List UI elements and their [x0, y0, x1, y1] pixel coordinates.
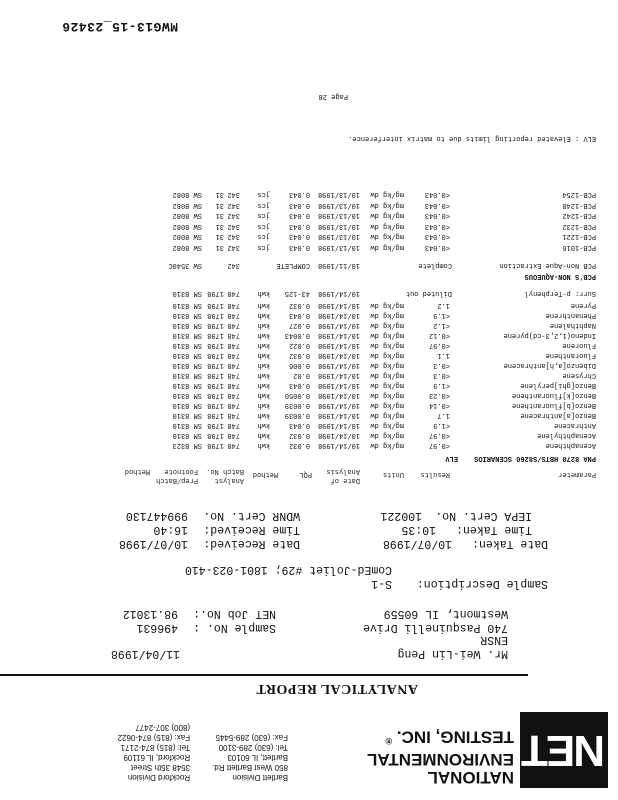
cell-pql: 0.032 — [288, 351, 310, 359]
cell-units: mg/kg dw — [370, 381, 404, 389]
cell-param: Pyrene — [570, 301, 596, 309]
cell-res: 1.2 — [437, 301, 450, 309]
cell-date: 10/14/1998 — [317, 411, 360, 419]
cell-flag: SM 8310 — [172, 391, 202, 399]
cell-res: <0.043 — [424, 243, 450, 251]
company-line-1: NATIONAL — [427, 768, 514, 787]
sample-desc-1: S-1 — [371, 577, 392, 590]
cell-an: 748 — [227, 421, 240, 429]
cell-flag: SW 8082 — [172, 222, 202, 230]
cell-date: 10/13/1998 — [317, 211, 360, 220]
col-method-2: Method — [124, 467, 150, 475]
cell-batch: 31 — [215, 232, 224, 241]
title-rule — [0, 674, 528, 676]
cell-units: mg/kg dw — [370, 421, 404, 429]
cell-res: 1.1 — [437, 351, 450, 359]
cell-meth: kwh — [257, 441, 270, 449]
cell-batch: 1798 — [207, 441, 224, 449]
table-row — [18, 340, 618, 350]
cell-meth: kwh — [257, 351, 270, 359]
cell-units: mg/kg dw — [370, 361, 404, 369]
table-row — [18, 360, 618, 370]
sample-desc-label: Sample Description: — [416, 577, 548, 590]
cell-pql: 0.043 — [288, 232, 310, 241]
section-pna: PNA 8270 HBTS/S8260 SCENARIOS — [474, 454, 596, 462]
cell-flag: SM 8310 — [172, 301, 202, 309]
cell-batch: 31 — [215, 201, 224, 209]
cell-an: 748 — [227, 341, 240, 349]
cell-param: PCB-1248 — [562, 201, 596, 209]
cell-batch: 1798 — [207, 351, 224, 359]
cell-res: <0.3 — [433, 371, 450, 379]
table-row — [18, 211, 618, 221]
cell-pql: 0.027 — [288, 321, 310, 329]
cell-date: 10/14/1998 — [317, 341, 360, 349]
iepa-label: IEPA Cert. No. — [435, 509, 532, 522]
cell-date: 10/13/1998 — [317, 243, 360, 251]
document-id: MWG13-15_23426 — [61, 19, 178, 34]
cell-batch: 1798 — [207, 311, 224, 319]
cell-units: mg/kg dw — [370, 411, 404, 419]
cell-meth: kwh — [257, 361, 270, 369]
cell-an: 748 — [227, 441, 240, 449]
cell-units: mg/kg dw — [370, 351, 404, 359]
cell-an: 342 — [227, 201, 240, 209]
table-row — [18, 330, 618, 340]
cell-pql: 0.043 — [288, 201, 310, 209]
surr-pql: 43-125 — [284, 289, 310, 297]
cell-units: mg/kg dw — [370, 401, 404, 409]
cell-res: <0.23 — [428, 391, 450, 399]
cell-res: <0.97 — [428, 431, 450, 439]
cell-meth: kwh — [257, 301, 270, 309]
cell-flag: SW 8082 — [172, 243, 202, 251]
cell-date: 10/14/1998 — [317, 331, 360, 339]
cell-pql: 0.043 — [288, 381, 310, 389]
col-batch: Batch No. — [206, 467, 244, 475]
table-row — [18, 232, 618, 242]
cell-date: 10/13/1998 — [317, 190, 360, 199]
cell-param: Anthracene — [553, 421, 596, 429]
cell-date: 10/14/1998 — [317, 421, 360, 429]
table-row — [18, 410, 618, 420]
cell-an: 342 — [227, 243, 240, 251]
cell-pql: 0.0039 — [284, 401, 310, 409]
table-row — [18, 242, 618, 252]
cell-date: 10/14/1998 — [317, 391, 360, 399]
cell-meth: kwh — [257, 401, 270, 409]
cell-flag: SM 8310 — [172, 351, 202, 359]
cell-flag: SM 8310 — [172, 331, 202, 339]
client-company: ENSR — [480, 633, 508, 646]
cell-flag: SM 8310 — [172, 341, 202, 349]
cell-flag: SW 8082 — [172, 201, 202, 209]
sample-no: 496631 — [136, 621, 178, 634]
time-taken: 10:35 — [401, 523, 436, 536]
cell-units: mg/kg dw — [370, 222, 404, 230]
table-row — [18, 221, 618, 231]
report-date: 11/04/1998 — [110, 647, 180, 660]
cell-pql: 0.006 — [288, 361, 310, 369]
cell-date: 10/14/1998 — [317, 361, 360, 369]
job-no: 98.13012 — [122, 607, 178, 620]
cell-meth: kwh — [257, 311, 270, 319]
col-results: Results — [420, 470, 450, 478]
cell-batch: 1798 — [207, 341, 224, 349]
surrogate-row — [18, 288, 618, 298]
wdnr-label: WDNR Cert. No. — [203, 509, 300, 522]
cell-meth: jcs — [257, 211, 270, 220]
table-row — [18, 320, 618, 330]
division-toll-free: (800) 307-2477 — [135, 723, 191, 732]
division-bartlett — [212, 722, 288, 782]
company-line-3: TESTING, INC. ® — [385, 727, 514, 747]
cell-res: <1.2 — [433, 321, 450, 329]
cell-date: 10/14/1998 — [317, 301, 360, 309]
surr-date: 10/14/1998 — [317, 289, 360, 297]
table-row — [18, 380, 618, 390]
table-row — [18, 400, 618, 410]
cell-pql: 0.0039 — [284, 411, 310, 419]
time-received-label: Time Received: — [203, 523, 300, 536]
division-fax: Fax: (630) 289-5445 — [215, 733, 288, 742]
date-received: 10/07/1998 — [118, 537, 188, 550]
registered-mark: ® — [385, 736, 393, 746]
cell-batch: 1798 — [207, 401, 224, 409]
cell-batch: 31 — [215, 211, 224, 220]
cell-pql: 0.043 — [288, 190, 310, 199]
cell-flag: SM 8310 — [172, 421, 202, 429]
cell-an: 748 — [227, 321, 240, 329]
surr-an: 748 — [227, 289, 240, 297]
cell-res: <0.043 — [424, 232, 450, 241]
cell-param: Benzo[k]fluoranthene — [511, 391, 596, 399]
table-row — [18, 200, 618, 210]
cell-param: PCB-1016 — [562, 243, 596, 251]
division-addresses — [118, 722, 288, 782]
job-no-label: NET Job No.: — [193, 607, 276, 620]
cell-batch: 1798 — [207, 331, 224, 339]
cell-res: <0.043 — [424, 201, 450, 209]
cell-meth: kwh — [257, 411, 270, 419]
cell-flag: SM 8310 — [172, 381, 202, 389]
division-rockford — [118, 722, 191, 782]
table-row — [18, 190, 618, 200]
cell-flag: SM 8323 — [172, 441, 202, 449]
pcb-extract-label: PCB Non-Aque Extraction — [499, 261, 596, 269]
cell-an: 748 — [227, 371, 240, 379]
cell-batch: 1798 — [207, 321, 224, 329]
cell-date: 10/13/1998 — [317, 201, 360, 209]
cell-flag: SM 8310 — [172, 361, 202, 369]
cell-flag: SM 8310 — [172, 371, 202, 379]
cell-date: 10/14/1998 — [317, 431, 360, 439]
report-title: ANALYTICAL REPORT — [256, 681, 418, 696]
cell-param: Fluorene — [562, 341, 596, 349]
division-name: Bartlett Division — [232, 773, 288, 782]
cell-meth: kwh — [257, 431, 270, 439]
cell-an: 748 — [227, 411, 240, 419]
cell-pql: 0.043 — [288, 211, 310, 220]
company-line-2: ENVIRONMENTAL — [366, 750, 514, 769]
cell-param: Benzo[ghi]perylene — [520, 381, 596, 389]
date-taken-label: Date Taken: — [472, 537, 548, 550]
cell-batch: 31 — [215, 243, 224, 251]
cell-units: mg/kg dw — [370, 311, 404, 319]
section-pcb: PCB'S NON-AQUEOUS — [524, 272, 596, 280]
cell-pql: 0.0050 — [284, 391, 310, 399]
section-pna-flag: ELV — [445, 454, 458, 462]
cell-units: mg/kg dw — [370, 201, 404, 209]
table-row — [18, 420, 618, 430]
date-received-label: Date Received: — [203, 537, 300, 550]
cell-param: Dibenzo[a,h]anthracene — [503, 361, 596, 369]
cell-flag: SW 8082 — [172, 232, 202, 241]
col-prep: Prep/Batch — [155, 476, 198, 484]
cell-an: 342 — [227, 211, 240, 220]
cell-res: <1.9 — [433, 381, 450, 389]
division-tel: Tel: (815) 874-2171 — [120, 743, 191, 752]
cell-an: 342 — [227, 232, 240, 241]
cell-an: 748 — [227, 431, 240, 439]
cell-param: Phenanthrene — [545, 311, 596, 319]
col-pql: PQL — [299, 470, 312, 478]
cell-pql: 0.032 — [288, 441, 310, 449]
cell-param: Indeno(1,2,3-cd)pyrene — [503, 331, 596, 339]
cell-meth: jcs — [257, 201, 270, 209]
col-units: Units — [382, 470, 404, 478]
cell-res: <0.043 — [424, 211, 450, 220]
surr-param: Surr: p-Terphenyl — [524, 289, 596, 297]
table-row — [18, 440, 618, 450]
table-row — [18, 430, 618, 440]
col-date-of: Date of — [330, 476, 360, 484]
cell-units: mg/kg dw — [370, 190, 404, 199]
cell-flag: SM 8310 — [172, 431, 202, 439]
cell-res: <0.3 — [433, 361, 450, 369]
cell-batch: 31 — [215, 190, 224, 199]
cell-batch: 31 — [215, 222, 224, 230]
cell-an: 748 — [227, 361, 240, 369]
cell-param: Benzo[b]fluoranthene — [511, 401, 596, 409]
cell-an: 748 — [227, 311, 240, 319]
cell-meth: jcs — [257, 243, 270, 251]
cell-param: Fluoranthene — [545, 351, 596, 359]
cell-an: 342 — [227, 190, 240, 199]
division-fax: Fax: (815) 874-0622 — [117, 733, 191, 742]
cell-res: <1.9 — [433, 311, 450, 319]
date-taken: 10/07/1998 — [382, 537, 452, 550]
cell-date: 10/14/1998 — [317, 381, 360, 389]
cell-an: 748 — [227, 381, 240, 389]
cell-units: mg/kg dw — [370, 391, 404, 399]
cell-date: 10/14/1998 — [317, 321, 360, 329]
cell-an: 748 — [227, 351, 240, 359]
cell-units: mg/kg dw — [370, 371, 404, 379]
cell-an: 748 — [227, 301, 240, 309]
cell-batch: 1798 — [207, 391, 224, 399]
cell-an: 748 — [227, 331, 240, 339]
cell-param: PCB-1232 — [562, 222, 596, 230]
cell-res: <0.97 — [428, 441, 450, 449]
cell-batch: 1798 — [207, 301, 224, 309]
footnote-elv: ELV : Elevated reporting limits due to matrix interference. — [348, 134, 596, 142]
table-row — [18, 350, 618, 360]
surr-dil: Diluted out — [405, 289, 452, 297]
cell-meth: kwh — [257, 391, 270, 399]
cell-res: <1.9 — [433, 421, 450, 429]
cell-units: mg/kg dw — [370, 301, 404, 309]
cell-meth: jcs — [257, 232, 270, 241]
sample-desc-2: ComEd-Joliet #29; 1801-023-410 — [184, 563, 392, 576]
cell-pql: 0.0043 — [284, 331, 310, 339]
cell-flag: SM 8310 — [172, 401, 202, 409]
cell-units: mg/kg dw — [370, 441, 404, 449]
cell-pql: 0.043 — [288, 421, 310, 429]
cell-units: mg/kg dw — [370, 211, 404, 220]
cell-an: 748 — [227, 391, 240, 399]
cell-pql: 0.043 — [288, 243, 310, 251]
pcb-extract-an: 342 — [227, 261, 240, 269]
client-city: Westmont, IL 60559 — [383, 607, 508, 620]
cell-flag: SM 8310 — [172, 311, 202, 319]
cell-units: mg/kg dw — [370, 243, 404, 251]
cell-pql: 0.032 — [288, 431, 310, 439]
col-parameter: Parameter — [558, 470, 596, 478]
cell-res: <0.043 — [424, 222, 450, 230]
cell-an: 342 — [227, 222, 240, 230]
cell-meth: kwh — [257, 421, 270, 429]
net-logo: NET — [520, 712, 608, 788]
cell-flag: SW 8082 — [172, 211, 202, 220]
cell-param: Chrysene — [562, 371, 596, 379]
cell-meth: jcs — [257, 190, 270, 199]
pcb-extract-row — [18, 260, 618, 270]
client-name: Mr. Wei-Lin Peng — [397, 647, 508, 660]
cell-pql: 0.032 — [288, 301, 310, 309]
company-name — [367, 727, 514, 786]
pcb-extract-date: 10/11/1998 — [317, 261, 360, 269]
cell-units: mg/kg dw — [370, 341, 404, 349]
division-address: 850 West Bartlett Rd. — [212, 763, 288, 772]
cell-date: 10/13/1998 — [317, 232, 360, 241]
cell-param: PCB-1221 — [562, 232, 596, 241]
cell-date: 10/14/1998 — [317, 351, 360, 359]
cell-date: 10/14/1998 — [317, 311, 360, 319]
surr-batch: 1798 — [207, 289, 224, 297]
cell-param: PCB-1242 — [562, 211, 596, 220]
surr-flag: SM 8310 — [172, 289, 202, 297]
cell-date: 10/14/1998 — [317, 441, 360, 449]
table-row — [18, 300, 618, 310]
cell-res: <0.14 — [428, 401, 450, 409]
cell-date: 10/14/1998 — [317, 371, 360, 379]
iepa-cert: 100221 — [380, 509, 422, 522]
cell-param: Benzo[a]anthracene — [520, 411, 596, 419]
col-method: Method — [252, 470, 278, 478]
cell-res: 1.7 — [437, 411, 450, 419]
cell-pql: 0.043 — [288, 222, 310, 230]
sample-no-label: Sample No. : — [193, 621, 276, 634]
cell-meth: kwh — [257, 341, 270, 349]
wdnr-cert: 999447130 — [125, 509, 188, 522]
col-flag: Footnote — [164, 467, 198, 475]
cell-batch: 1798 — [207, 361, 224, 369]
cell-pql: 0.022 — [288, 341, 310, 349]
cell-res: <0.97 — [428, 341, 450, 349]
cell-flag: SW 8082 — [172, 190, 202, 199]
cell-units: mg/kg dw — [370, 232, 404, 241]
cell-batch: 1798 — [207, 371, 224, 379]
cell-param: Acenaphthene — [545, 441, 596, 449]
table-row — [18, 390, 618, 400]
cell-param: Acenaphthylene — [537, 431, 596, 439]
pcb-extract-res: Complete — [418, 261, 452, 269]
division-tel: Tel: (630) 289-3100 — [218, 743, 288, 752]
cell-flag: SM 8310 — [172, 411, 202, 419]
cell-pql: 0.043 — [288, 311, 310, 319]
cell-units: mg/kg dw — [370, 431, 404, 439]
cell-meth: jcs — [257, 222, 270, 230]
cell-res: <0.043 — [424, 190, 450, 199]
cell-pql: 0.02 — [293, 371, 310, 379]
col-analysis: Analysis — [326, 467, 360, 475]
client-street: 740 Pasquinelli Drive — [363, 621, 508, 634]
cell-units: mg/kg dw — [370, 321, 404, 329]
cell-date: 10/14/1998 — [317, 401, 360, 409]
pcb-extract-pql: COMPLETE — [276, 261, 310, 269]
time-taken-label: Time Taken: — [456, 523, 532, 536]
table-row — [18, 370, 618, 380]
cell-flag: SM 8310 — [172, 321, 202, 329]
cell-batch: 1798 — [207, 411, 224, 419]
cell-batch: 1798 — [207, 431, 224, 439]
cell-meth: kwh — [257, 331, 270, 339]
col-analyst: Analyst — [214, 476, 244, 484]
cell-batch: 1798 — [207, 421, 224, 429]
cell-meth: kwh — [257, 371, 270, 379]
pcb-extract-flag: SW 3540C — [168, 261, 202, 269]
division-address: 3548 35th Street — [130, 763, 191, 772]
division-name: Rockford Division — [127, 773, 191, 782]
division-city: Bartlett, IL 60103 — [227, 753, 288, 762]
cell-batch: 1798 — [207, 381, 224, 389]
cell-meth: kwh — [257, 321, 270, 329]
cell-date: 10/13/1998 — [317, 222, 360, 230]
division-city: Rockford, IL 61109 — [123, 753, 191, 762]
cell-param: Naphthalene — [549, 321, 596, 329]
cell-param: PCB-1254 — [562, 190, 596, 199]
cell-units: mg/kg dw — [370, 331, 404, 339]
page-number: Page 28 — [318, 92, 348, 100]
cell-an: 748 — [227, 401, 240, 409]
surr-meth: kwh — [257, 289, 270, 297]
time-received: 16:40 — [153, 523, 188, 536]
cell-res: <0.12 — [428, 331, 450, 339]
cell-meth: kwh — [257, 381, 270, 389]
table-row — [18, 310, 618, 320]
